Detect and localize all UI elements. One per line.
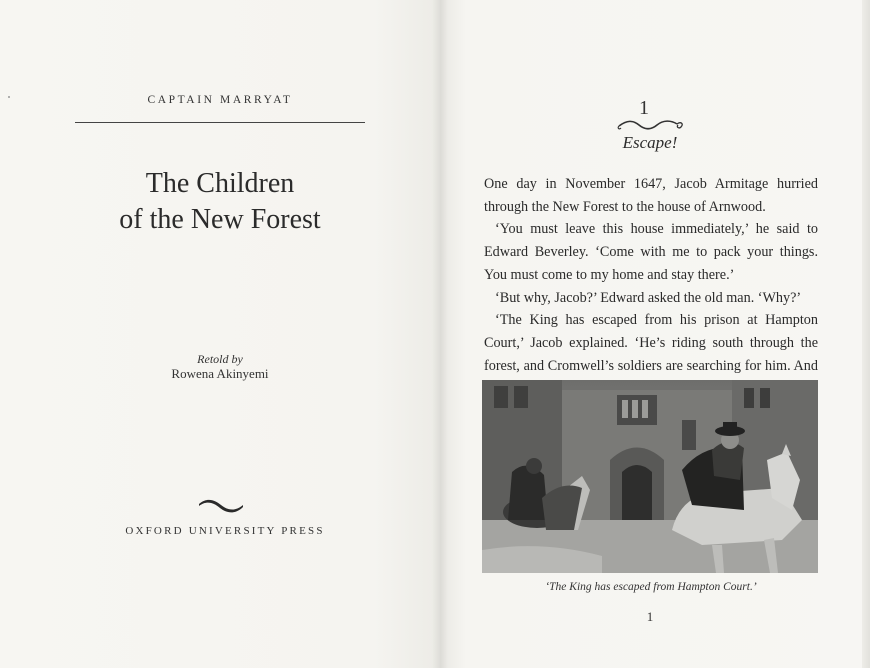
book-gutter xyxy=(432,0,448,668)
illustration-caption: ‘The King has escaped from Hampton Court.’ xyxy=(545,581,757,593)
retold-by-label: Retold by xyxy=(197,352,243,366)
chapter-body-text xyxy=(484,173,818,400)
publisher-name: OXFORD UNIVERSITY PRESS xyxy=(125,525,325,537)
book-title xyxy=(60,166,380,238)
paragraph-4: ‘The King has escaped from his prison at Hampton Court,’ Jacob explained. ‘He’s riding south through the forest, and Cromwell’s soldiers are searching for him. And xyxy=(484,312,818,374)
page-number: 1 xyxy=(646,609,654,624)
author-name: CAPTAIN MARRYAT xyxy=(147,94,293,106)
book-title-line-1: The Children xyxy=(145,168,295,199)
chapter-number: 1 xyxy=(639,97,649,119)
paragraph-3: ‘But why, Jacob?’ Edward asked the old man. ‘Why?’ xyxy=(495,289,802,306)
book-title-line-2: of the New Forest xyxy=(119,204,321,235)
chapter-title: Escape! xyxy=(622,133,678,152)
publisher-swash-icon xyxy=(197,496,245,516)
page-edge xyxy=(862,0,870,668)
chapter-ornament-icon xyxy=(617,118,685,132)
paragraph-2: ‘You must leave this house immediately,’ he said to Edward Beverley. ‘Come with me to pack your things. You must come to my home and stay there.’ xyxy=(484,221,818,283)
chapter-illustration xyxy=(482,380,818,573)
title-rule xyxy=(75,122,365,123)
paragraph-1: One day in November 1647, Jacob Armitage hurried through the New Forest to the house of Arnwood. xyxy=(484,176,818,215)
reteller-name: Rowena Akinyemi xyxy=(171,366,269,381)
horsemen-courtyard-illustration xyxy=(482,380,818,573)
paper-speck xyxy=(8,96,10,98)
